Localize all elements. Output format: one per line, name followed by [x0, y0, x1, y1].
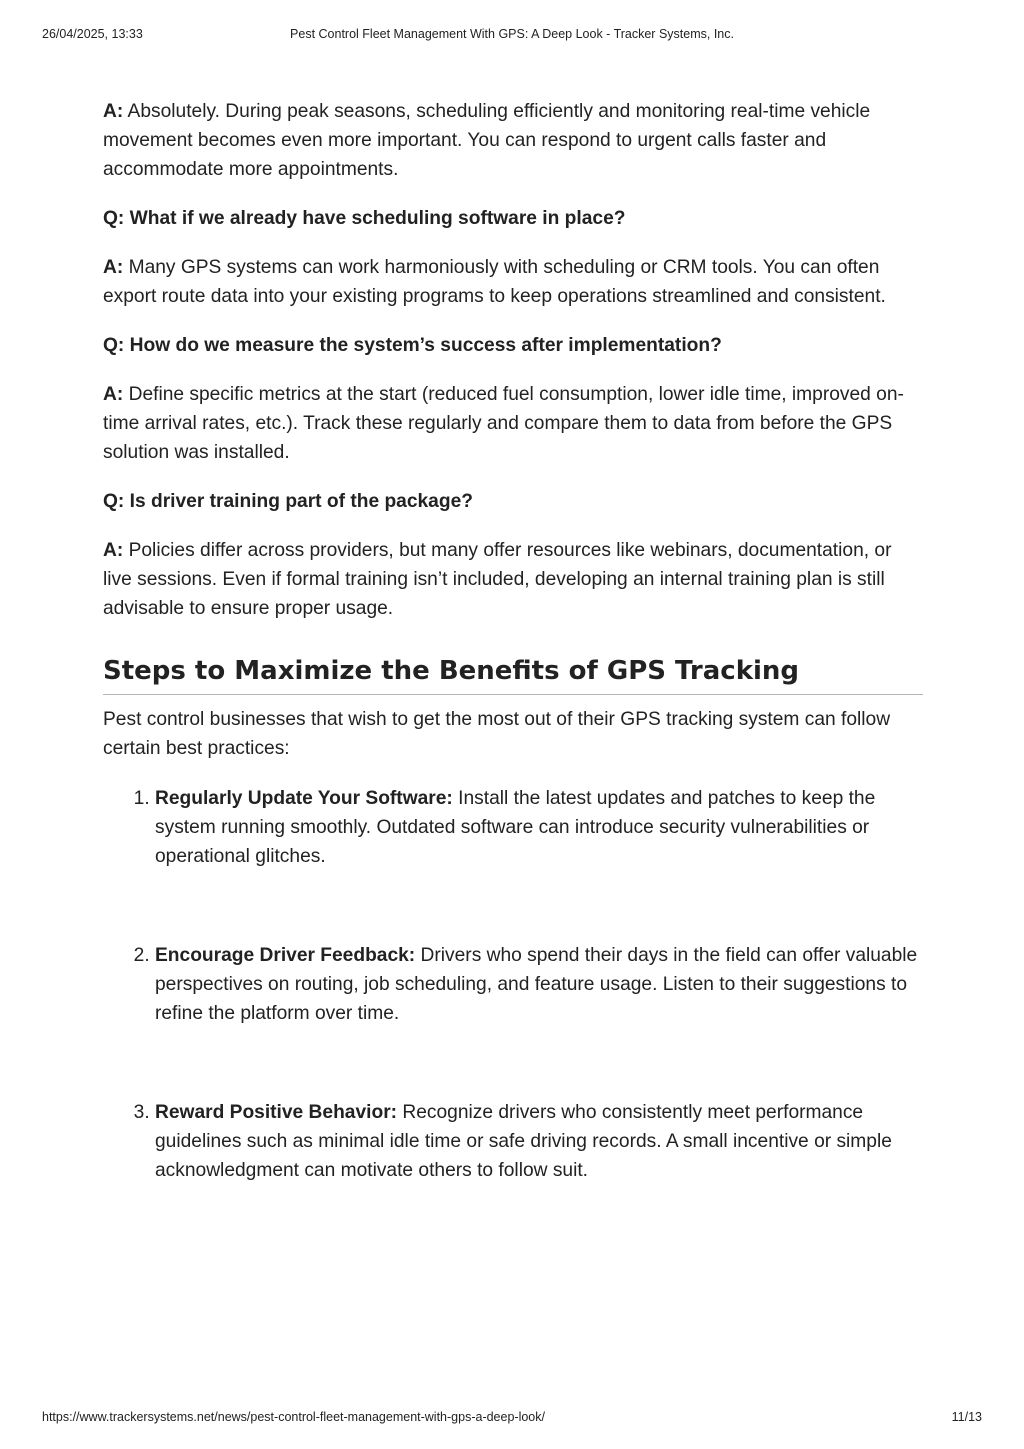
- step-text: Install the latest updates and patches to keep the system running smoothly. Outdated software can introduce security vulnerabilities or operational glitches.: [155, 788, 876, 867]
- list-item: [155, 1098, 923, 1185]
- answer-label: A:: [103, 384, 124, 405]
- step-title: Reward Positive Behavior:: [155, 1102, 398, 1123]
- answer-label: A:: [103, 257, 124, 278]
- print-footer: [42, 1410, 982, 1426]
- print-datetime: 26/04/2025, 13:33: [42, 27, 143, 41]
- answer-label: A:: [103, 540, 124, 561]
- list-item: [155, 784, 923, 871]
- section-heading: Steps to Maximize the Benefits of GPS Tracking: [103, 655, 923, 695]
- print-header: [42, 27, 982, 43]
- steps-list: [103, 784, 923, 1185]
- page-number: 11/13: [951, 1410, 982, 1424]
- page-url: https://www.trackersystems.net/news/pest-control-fleet-management-with-gps-a-deep-look/: [42, 1410, 545, 1424]
- answer-text: Absolutely. During peak seasons, scheduling efficiently and monitoring real-time vehicle movement becomes even more important. You can respond to urgent calls faster and accommodate more appointments.: [103, 101, 871, 180]
- answer-label: A:: [103, 101, 124, 122]
- faq-answer: [103, 253, 923, 311]
- faq-answer: [103, 97, 923, 184]
- answer-text: Policies differ across providers, but many offer resources like webinars, documentation, or live sessions. Even if formal training isn’t included, developing an internal training plan is still advisable to ensure proper usage.: [103, 540, 892, 619]
- print-page-title: Pest Control Fleet Management With GPS: A Deep Look - Tracker Systems, Inc.: [290, 27, 734, 41]
- list-item: [155, 941, 923, 1028]
- faq-question: Q: Is driver training part of the package?: [103, 491, 473, 512]
- answer-text: Many GPS systems can work harmoniously with scheduling or CRM tools. You can often export route data into your existing programs to keep operations streamlined and consistent.: [103, 257, 886, 307]
- faq-answer: [103, 536, 923, 623]
- step-title: Encourage Driver Feedback:: [155, 945, 416, 966]
- section-intro: Pest control businesses that wish to get the most out of their GPS tracking system can follow certain best practices:: [103, 709, 891, 759]
- step-title: Regularly Update Your Software:: [155, 788, 453, 809]
- faq-answer: [103, 380, 923, 467]
- article-content: [103, 97, 923, 1255]
- step-text: Recognize drivers who consistently meet performance guidelines such as minimal idle time or safe driving records. A small incentive or simple acknowledgment can motivate others to follow suit.: [155, 1102, 892, 1181]
- step-text: Drivers who spend their days in the field can offer valuable perspectives on routing, job scheduling, and feature usage. Listen to their suggestions to refine the platform over time.: [155, 945, 918, 1024]
- faq-question: Q: What if we already have scheduling software in place?: [103, 208, 626, 229]
- answer-text: Define specific metrics at the start (reduced fuel consumption, lower idle time, improved on-time arrival rates, etc.). Track these regularly and compare them to data from before the GPS solution was installed.: [103, 384, 904, 463]
- faq-question: Q: How do we measure the system’s success after implementation?: [103, 335, 722, 356]
